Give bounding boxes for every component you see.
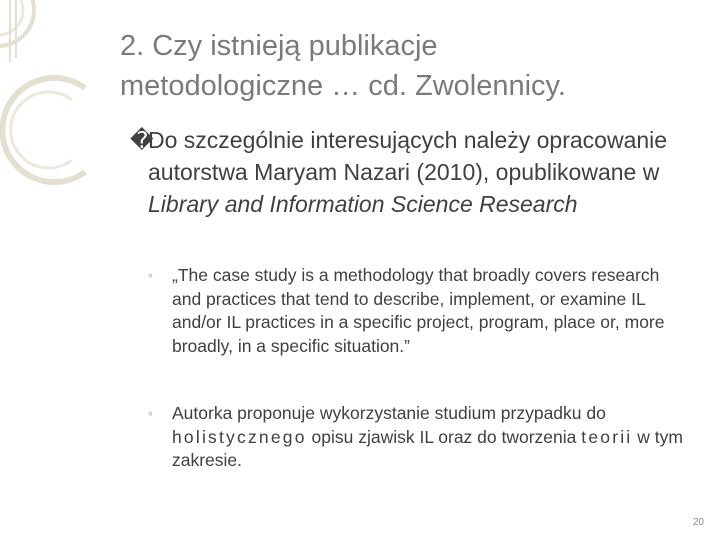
bullet-marker: � [130, 127, 154, 153]
sub-bullet-marker: ◦ [148, 405, 153, 421]
proposal-text [172, 402, 693, 473]
proposal-spaced-teorii: teorii [581, 426, 633, 447]
sub-bullet-author-proposal [148, 402, 693, 473]
proposal-part-3: w tym zakresie. [172, 426, 683, 470]
quote-text: „The case study is a methodology that broadly covers research and practices that tend to describe, implement, or examine IL and/or IL practices in a specific project, program, place or, more broadly, in a specific situation.” [172, 265, 665, 356]
proposal-part-2: opisu zjawisk IL oraz do tworzenia [306, 426, 582, 447]
slide-title [120, 26, 680, 106]
sub-bullet-marker: ◦ [148, 267, 153, 283]
main-bullet-text [148, 124, 690, 220]
decorative-circles [0, 0, 120, 200]
proposal-spaced-holistycznego: holistycznego [172, 426, 307, 447]
main-bullet-text-regular: Do szczególnie interesujących należy opracowanie autorstwa Maryam Nazari (2010), opublikowane w [148, 127, 668, 185]
sub-bullet-quote [148, 264, 693, 358]
slide-title-line-1: 2. Czy istnieją publikacje [120, 30, 438, 62]
page-number: 20 [692, 517, 704, 528]
main-bullet [130, 124, 690, 220]
journal-title: Library and Information Science Research [148, 191, 578, 217]
proposal-part-1: Autorka proponuje wykorzystanie studium przypadku do [172, 403, 606, 423]
slide-title-line-2: metodologiczne … cd. Zwolennicy. [120, 70, 566, 102]
